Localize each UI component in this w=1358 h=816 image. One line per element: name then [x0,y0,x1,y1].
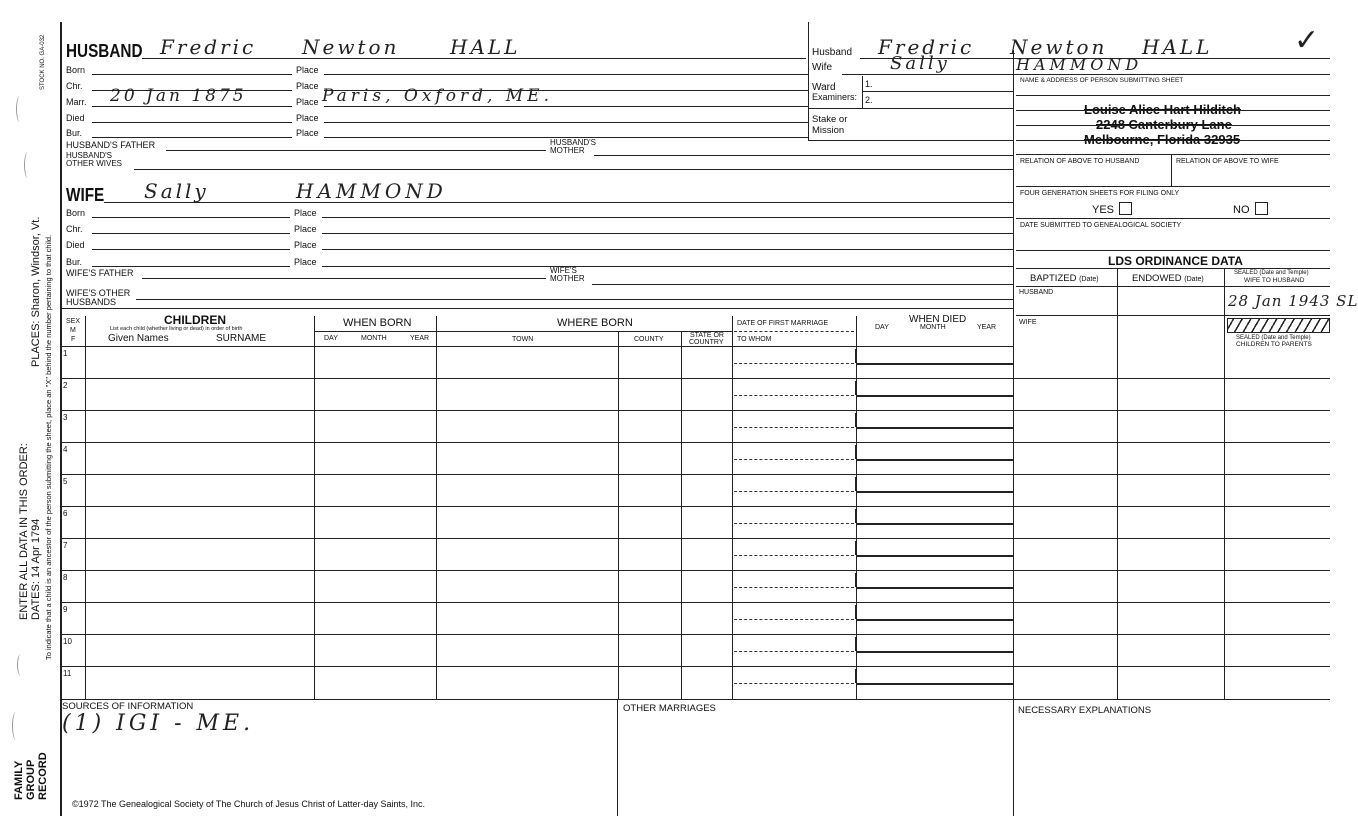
died-date-line [856,427,1014,429]
marriage-date-dash [734,587,854,588]
wife-chr-label: Chr. [66,224,83,234]
husband-marriage-place: Paris, Oxford, ME. [322,86,553,106]
surname-label: SURNAME [216,333,267,344]
lds-hatched-cell [1227,318,1330,333]
first-marriage-label: DATE OF FIRST MARRIAGE [737,320,829,327]
died-date-line [856,363,1014,365]
wife-chr-line [92,233,290,234]
header-check-mark: ✓ [1294,23,1323,58]
child-row-number: 8 [63,573,68,582]
wife-surname: HAMMOND [296,179,447,203]
wife-died-place-line [322,249,1014,250]
explanations-label: NECESSARY EXPLANATIONS [1018,705,1152,716]
husband-mother-label-b: MOTHER [550,146,585,155]
examiners-divider [862,76,863,108]
baptized-date-text: (Date) [1079,276,1099,283]
wife-chr-place-line [322,233,1014,234]
marriage-date-dash [734,619,854,620]
wife-father-line [142,278,546,279]
sealed-wife-label-b: WIFE TO HUSBAND [1244,277,1305,284]
died-date-line [856,683,1014,685]
submitter-line-5 [1016,154,1330,155]
husband-marr-place-label: Place [296,97,319,107]
endowed-text: ENDOWED [1132,273,1182,284]
wife-died-line [92,249,290,250]
died-date-tick [855,541,857,555]
children-instructions: List each child (whether living or dead) in order of birth [110,326,243,332]
died-date-line [856,619,1014,621]
wife-given-name: Sally [144,179,209,203]
marriage-date-dash [734,555,854,556]
wife-mother-label-a: WIFE'S [550,266,577,275]
husband-chr-place-label: Place [296,81,319,91]
husband-mother-label-a: HUSBAND'S [550,138,596,147]
header-wife-surname: HAMMOND [1016,55,1143,74]
child-row-number: 4 [63,445,68,454]
wife-born-place-line [322,217,1014,218]
row-divider-line [60,570,1330,571]
row-divider-line [60,474,1330,475]
examiner-1-line [862,91,1014,92]
husband-born-label: Born [66,65,86,75]
when-born-label: WHEN BORN [343,317,412,329]
husband-marr-line [92,106,292,107]
children-header-bottom-line [60,346,1014,347]
child-row-number: 11 [63,669,72,678]
husband-other-wives-label-a: HUSBAND'S [66,151,112,160]
died-date-tick [855,445,857,459]
instructions-dates: DATES: 14 Apr 1794 [30,518,42,620]
four-generation-label: FOUR GENERATION SHEETS FOR FILING ONLY [1020,190,1180,197]
relation-husband-label: RELATION OF ABOVE TO HUSBAND [1020,158,1140,165]
row-divider-line [60,442,1330,443]
wife-died-place-label: Place [294,240,317,250]
marriage-date-dash [734,651,854,652]
four-gen-bottom-line [1016,218,1330,219]
died-date-line [856,395,1014,397]
died-date-tick [855,381,857,395]
stake-label: Stake or [812,114,848,125]
mission-label: Mission [812,125,845,136]
wife-chr-place-label: Place [294,224,317,234]
submitter-street: 2248 Canterbury Lane [1096,117,1232,132]
yes-label: YES [1092,204,1115,216]
row-divider-line [60,378,1330,379]
child-row-number: 3 [63,413,68,422]
sealed-wife-label-a: SEALED (Date and Temple) [1234,270,1309,276]
wife-bur-place-label: Place [294,257,317,267]
state-left-line [681,331,682,700]
state-label-a: STATE OR [690,332,724,339]
born-month-label: MONTH [361,335,387,342]
submitter-line-1 [1016,95,1330,96]
binder-hole-mark [17,654,25,676]
county-left-line [618,331,619,700]
wife-other-husbands-label-a: WIFE'S OTHER [66,288,131,298]
children-table-bottom-line [60,699,1330,700]
husband-died-place-line [324,122,808,123]
row-divider-line [60,410,1330,411]
form-title-record: RECORD [37,752,49,800]
marriage-date-dash [734,427,854,428]
other-marriages-left-line [617,699,618,816]
lds-col-2 [1224,268,1225,700]
died-date-tick [855,669,857,683]
sex-f-label: F [71,336,76,343]
submitter-name: Louise Alice Hart Hilditch [1084,102,1241,117]
wife-label: WIFE [66,185,105,205]
children-title: CHILDREN [164,313,226,327]
husband-born-place-label: Place [296,65,319,75]
where-born-label: WHERE BORN [557,317,633,329]
died-date-line [856,459,1014,461]
header-wife-given: Sally [890,53,950,74]
when-born-left-line [314,316,315,700]
date-submitted-label: DATE SUBMITTED TO GENEALOGICAL SOCIETY [1020,222,1182,229]
header-divider [808,22,809,140]
submitter-line-3 [1016,125,1330,126]
wife-mother-label-b: MOTHER [550,274,585,283]
died-date-tick [855,637,857,651]
lds-wife-label: WIFE [1019,319,1037,326]
where-born-sub-line [436,331,732,332]
husband-other-wives-label-b: OTHER WIVES [66,159,123,168]
wife-name-line [104,202,1014,203]
sources-label: SOURCES OF INFORMATION [62,701,194,712]
husband-bur-place-label: Place [296,128,319,138]
row-divider-line [60,602,1330,603]
submitter-line-2 [1016,110,1330,111]
died-month-label: MONTH [920,324,946,331]
stock-number: STOCK NO. GA-032 [40,34,46,90]
died-date-line [856,587,1014,589]
no-checkbox[interactable] [1255,202,1268,215]
town-label: TOWN [512,336,534,343]
relation-wife-label: RELATION OF ABOVE TO WIFE [1176,158,1279,165]
died-year-label: YEAR [977,324,997,331]
marriage-date-dash [734,459,854,460]
binder-hole-mark [24,152,32,178]
form-title-family: FAMILY [13,760,25,800]
marriage-date-dash [734,363,854,364]
submitter-label: NAME & ADDRESS OF PERSON SUBMITTING SHEET [1020,77,1184,84]
endowed-date-text: (Date) [1184,276,1204,283]
date-submitted-bottom-line [1016,250,1330,251]
marriage-date-dash [734,395,854,396]
instructions-indicate: To indicate that a child is an ancestor of the person submitting the sheet, place an "X" behind the number pertaining to that child. [44,234,53,660]
ward-bottom-line [808,108,1014,109]
marriage-date-dash [734,683,854,684]
wife-father-label: WIFE'S FATHER [66,268,134,278]
wife-born-line [92,217,290,218]
sex-m-label: M [70,327,76,334]
lds-husband-label: HUSBAND [1019,289,1054,296]
baptized-text: BAPTIZED [1030,273,1077,284]
header-wife-line [842,74,1330,75]
first-marriage-dash [734,331,854,332]
child-row-number: 9 [63,605,68,614]
husband-marr-label: Marr. [66,97,87,107]
wife-bur-label: Bur. [66,257,83,267]
died-date-line [856,523,1014,525]
marriage-left-line [732,316,733,700]
sealed-children-label-a: SEALED (Date and Temple) [1236,335,1311,341]
lds-husband-bottom-line [1016,315,1330,316]
wife-born-place-label: Place [294,208,317,218]
marriage-date-dash [734,491,854,492]
died-date-line [856,555,1014,557]
marriage-date-dash [734,523,854,524]
died-date-tick [855,605,857,619]
submitter-line-4 [1016,140,1330,141]
died-date-tick [855,573,857,587]
no-label: NO [1233,204,1250,216]
yes-checkbox[interactable] [1119,202,1132,215]
born-day-label: DAY [324,335,338,342]
binder-hole-mark [16,96,24,122]
header-wife-label: Wife [812,62,832,73]
husband-chr-label: Chr. [66,81,83,91]
wife-mother-line [592,284,1014,285]
examiners-label: Examiners: [812,92,858,102]
sex-label: SEX [66,318,81,325]
examiner-2-label: 2. [865,95,873,105]
died-date-tick [855,349,857,363]
examiner-1-label: 1. [865,79,873,89]
baptized-label [1030,274,1099,284]
husband-given-name: Fredric [160,35,257,59]
sealed-children-label-b: CHILDREN TO PARENTS [1236,341,1312,348]
endowed-label [1132,274,1204,284]
husband-father-line [166,150,546,151]
sources-value: (1) IGI - ME. [62,711,255,736]
relation-bottom-line [1016,186,1330,187]
wife-section-bottom-line [60,308,1014,309]
husband-bur-line [92,137,292,138]
husband-born-line [92,74,292,75]
header-husband-middle: Newton [1010,35,1108,59]
header-husband-surname: HALL [1142,35,1213,59]
binder-hole-mark [12,712,20,740]
wife-other-husbands-label-b: HUSBANDS [66,297,117,307]
husband-bur-label: Bur. [66,128,83,138]
died-date-tick [855,413,857,427]
ward-label: Ward [812,82,836,93]
husband-father-label: HUSBAND'S FATHER [66,140,156,150]
lds-sealed-value: 28 Jan 1943 SL [1228,292,1358,310]
instructions-enter: ENTER ALL DATA IN THIS ORDER: [18,443,30,620]
husband-middle-name: Newton [302,35,400,59]
to-whom-label: TO WHOM [737,336,772,343]
header-husband-label: Husband [812,47,853,58]
lds-title-bottom-line [1016,268,1330,269]
husband-marriage-date: 20 Jan 1875 [110,86,247,106]
died-date-tick [855,477,857,491]
form-left-border [60,22,62,816]
child-row-number: 1 [63,349,68,358]
husband-other-wives-line [134,169,1014,170]
husband-died-line [92,122,292,123]
instructions-places: PLACES: Sharon, Windsor, Vt. [30,216,42,367]
died-date-line [856,651,1014,653]
wife-other-husbands-line [136,299,1014,300]
died-date-line [856,491,1014,493]
husband-died-label: Died [66,113,85,123]
row-divider-line [60,634,1330,635]
when-born-sub-line [314,331,436,332]
husband-surname: HALL [450,35,521,59]
submitter-city: Melbourne, Florida 32935 [1084,132,1241,147]
row-divider-line [60,538,1330,539]
lds-col-1 [1117,268,1118,700]
right-column-border [1013,50,1014,816]
husband-label: HUSBAND [66,41,143,61]
relation-divider [1171,154,1172,186]
row-divider-line [60,666,1330,667]
stake-bottom-line [808,140,1014,141]
husband-marr-place-line [324,106,808,107]
child-row-number: 7 [63,541,68,550]
copyright-text: ©1972 The Genealogical Society of The Church of Jesus Christ of Latter-day Saints, Inc. [72,799,425,809]
child-row-number: 10 [63,637,72,646]
lds-header-bottom-line [1016,286,1330,287]
died-date-tick [855,509,857,523]
header-husband-given: Fredric [878,35,975,59]
child-row-number: 6 [63,509,68,518]
husband-born-place-line [324,74,808,75]
row-divider-line [60,506,1330,507]
county-label: COUNTY [634,336,664,343]
where-born-left-line [436,316,437,700]
born-year-label: YEAR [410,335,430,342]
husband-died-place-label: Place [296,113,319,123]
wife-died-label: Died [66,240,85,250]
when-died-label: WHEN DIED [909,314,967,325]
wife-bur-place-line [322,266,1014,267]
form-title-group: GROUP [25,759,37,800]
state-label-b: COUNTRY [689,339,724,346]
wife-born-label: Born [66,208,86,218]
died-day-label: DAY [875,324,889,331]
child-row-number: 2 [63,381,68,390]
given-names-label: Given Names [108,333,169,344]
wife-bur-line [92,266,290,267]
lds-title: LDS ORDINANCE DATA [1108,254,1243,268]
child-row-number: 5 [63,477,68,486]
sex-column-line [85,316,86,700]
husband-mother-line [594,155,1014,156]
other-marriages-label: OTHER MARRIAGES [623,703,716,714]
